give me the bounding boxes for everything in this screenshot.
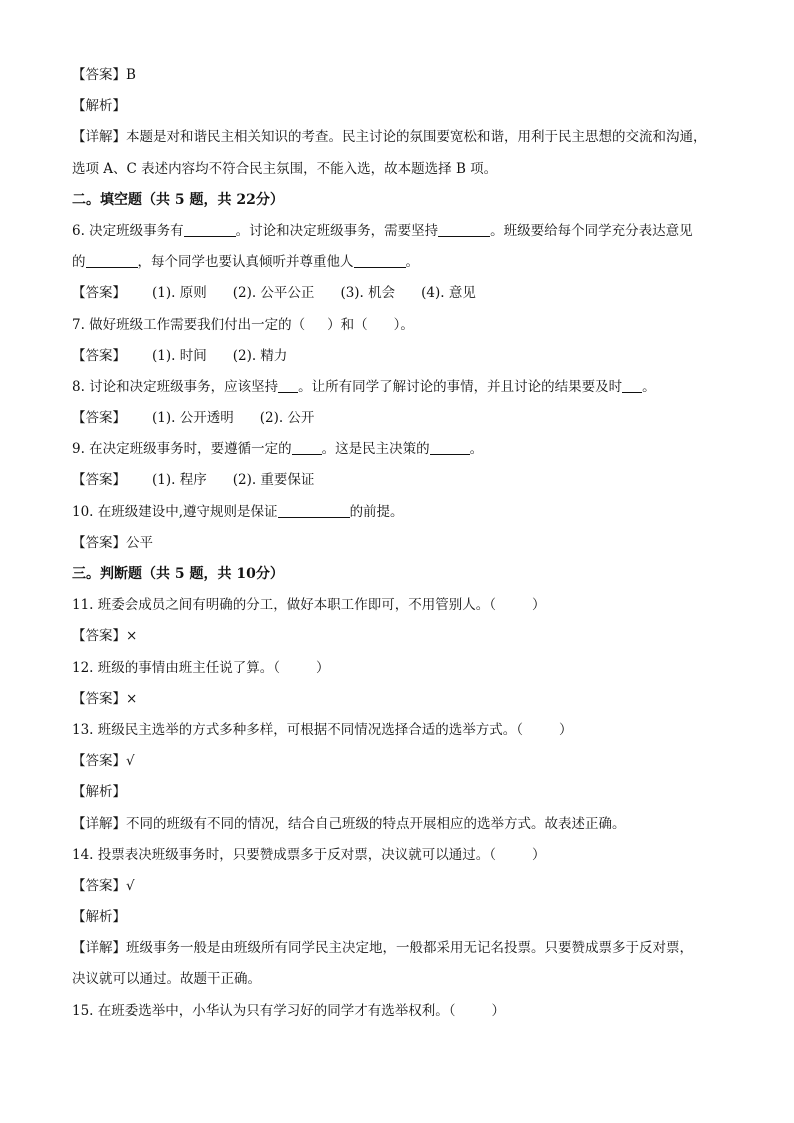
answer-option: (2). 公开	[259, 410, 315, 427]
detail-text: 选项 A、C 表述内容均不符合民主氛围，不能入选，故本题选择 B 项。	[72, 160, 498, 177]
q8-answer-line	[72, 403, 732, 434]
analysis-tag: 解析	[85, 98, 113, 115]
q5-analysis-line: 【解析】	[72, 98, 126, 115]
answer-tag: 【答案】	[72, 347, 126, 364]
q12-answer-line	[72, 684, 732, 715]
fill-blank	[622, 378, 642, 393]
q14-line: 14. 投票表决班级事务时，只要赞成票多于反对票，决议就可以通过。（ ）	[72, 846, 546, 863]
answer-value: B	[126, 67, 136, 83]
answer-tag: 【答案】	[72, 628, 126, 645]
answer-tag: 【答案】	[72, 534, 126, 551]
q15-line: 15. 在班委选举中，小华认为只有学习好的同学才有选举权利。（ ）	[72, 1002, 506, 1019]
answer-option: (1). 时间	[152, 347, 207, 364]
q11-line: 11. 班委会成员之间有明确的分工，做好本职工作即可，不用管别人。（ ）	[72, 597, 546, 614]
answer-value: √	[126, 877, 135, 894]
fill-blank	[430, 441, 470, 456]
analysis-tag: 解析	[85, 784, 113, 801]
q5-detail-line-2	[72, 154, 732, 185]
q6-line-2: 的 ，每个同学也要认真倾听并尊重他人 。	[72, 254, 419, 271]
answer-tag: 【答案】	[72, 410, 126, 427]
q6-line-1: 6. 决定班级事务有 。讨论和决定班级事务，需要坚持 。班级要给每个同学充分表达意见	[72, 222, 693, 239]
detail-text: 决议就可以通过。故题干正确。	[72, 971, 261, 988]
q11-answer-line	[72, 621, 732, 652]
detail-tag: 【详解】	[72, 815, 126, 832]
q5-detail-line-1	[72, 122, 732, 153]
answer-tag: 【答案】	[72, 472, 126, 489]
q14-answer-line	[72, 871, 732, 902]
q9-line: 9. 在决定班级事务时，要遵循一定的 。这是民主决策的 。	[72, 441, 484, 458]
document-page	[72, 60, 732, 1027]
q10-answer-line	[72, 528, 732, 559]
q14-detail-line-2	[72, 964, 732, 995]
q13-detail-line	[72, 809, 732, 840]
answer-option: (2). 公平公正	[232, 285, 315, 302]
q12-line: 12. 班级的事情由班主任说了算。（ ）	[72, 659, 330, 676]
q14-detail-line-1	[72, 933, 732, 964]
q13-analysis-line: 【解析】	[72, 784, 126, 801]
answer-value: 公平	[126, 534, 153, 551]
answer-option: (3). 机会	[340, 285, 396, 302]
answer-option: (1). 程序	[152, 472, 207, 489]
fill-blank	[184, 222, 236, 237]
detail-tag: 【详解】	[72, 129, 126, 146]
answer-option: (4). 意见	[421, 285, 476, 302]
answer-value: ×	[126, 628, 138, 645]
answer-option: (1). 原则	[152, 285, 207, 302]
q13-answer-line	[72, 746, 732, 777]
answer-tag: 【答案】	[72, 690, 126, 707]
detail-text: 本题是对和谐民主相关知识的考查。民主讨论的氛围要宽松和谐，用利于民主思想的交流和沟通，	[126, 129, 707, 146]
answer-tag: 【答案】	[72, 753, 126, 770]
detail-text: 不同的班级有不同的情况，结合自己班级的特点开展相应的选举方式。故表述正确。	[126, 815, 626, 832]
answer-value: √	[126, 753, 135, 770]
answer-value: ×	[126, 690, 138, 707]
answer-tag: 【答案】	[72, 285, 126, 302]
q14-analysis-line: 【解析】	[72, 909, 126, 926]
fill-blank	[278, 503, 350, 518]
answer-option: (1). 公开透明	[152, 410, 234, 427]
analysis-tag: 解析	[85, 909, 113, 926]
q7-answer-line	[72, 341, 732, 372]
section-3-title: 三。判断题（共 5 题，共 10分）	[72, 566, 284, 582]
answer-option: (2). 精力	[232, 347, 288, 364]
fill-blank	[292, 441, 322, 456]
answer-tag: 【答案】	[72, 877, 126, 894]
q13-line: 13. 班级民主选举的方式多种多样，可根据不同情况选择合适的选举方式。（ ）	[72, 721, 573, 738]
fill-blank	[354, 254, 406, 269]
q8-line: 8. 讨论和决定班级事务，应该坚持 。让所有同学了解讨论的事情，并且讨论的结果要及时 。	[72, 378, 656, 395]
q10-line: 10. 在班级建设中,遵守规则是保证 的前提。	[72, 503, 404, 520]
detail-tag: 【详解】	[72, 940, 126, 957]
detail-text: 班级事务一般是由班级所有同学民主决定地，一般都采用无记名投票。只要赞成票多于反对票，	[126, 940, 693, 957]
fill-blank	[438, 222, 490, 237]
fill-blank	[86, 254, 138, 269]
q9-answer-line	[72, 465, 732, 496]
q7-line: 7. 做好班级工作需要我们付出一定的（ ）和（ ）。	[72, 316, 414, 333]
q5-answer-line	[72, 60, 732, 91]
section-2-title: 二。填空题（共 5 题，共 22分）	[72, 191, 284, 208]
q6-answer-line	[72, 278, 732, 309]
fill-blank	[278, 378, 298, 393]
answer-option: (2). 重要保证	[232, 472, 315, 489]
answer-tag: 【答案】	[72, 67, 126, 83]
